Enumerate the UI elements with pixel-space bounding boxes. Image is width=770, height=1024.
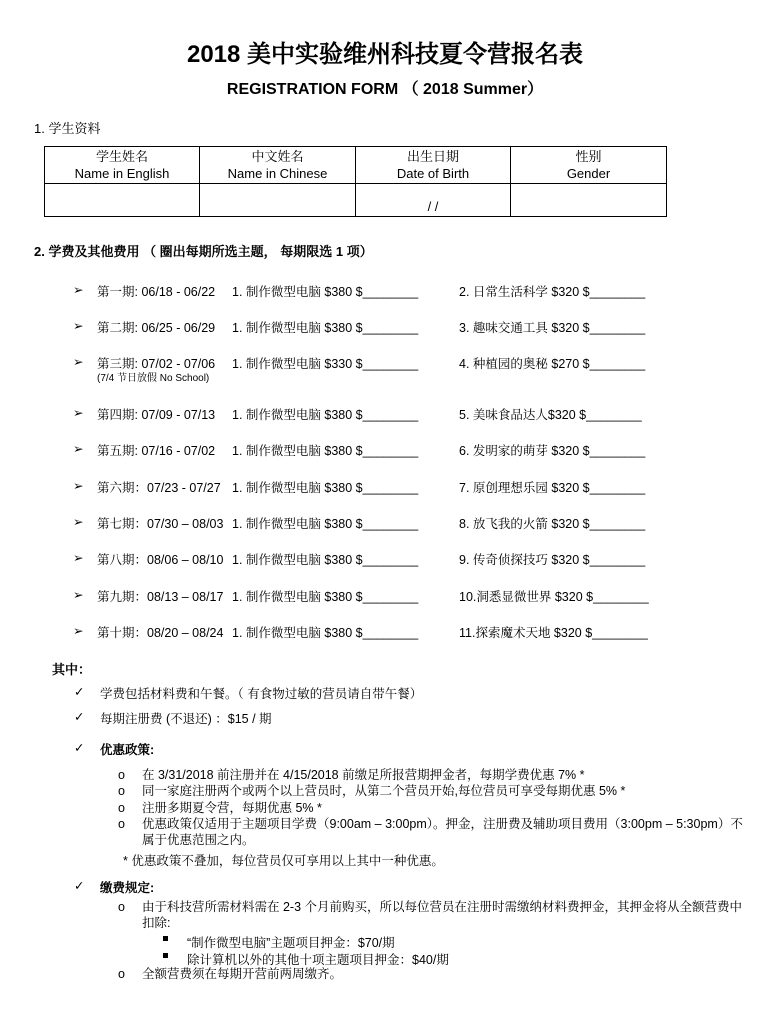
week-option-computer[interactable]: 1. 制作微型电脑 $380 $________ <box>232 408 419 422</box>
week-option-theme[interactable]: 2. 日常生活科学 $320 $________ <box>459 285 646 299</box>
week-option-theme[interactable]: 4. 种植园的奥秘 $270 $________ <box>459 357 646 371</box>
week-option-theme[interactable]: 3. 趣味交通工具 $320 $________ <box>459 321 646 335</box>
week-option-theme[interactable]: 9. 传奇侦探技巧 $320 $________ <box>459 553 646 567</box>
week-row-3 <box>0 354 770 390</box>
week-label: 第十期：08/20 – 08/24 <box>97 626 224 640</box>
week-option-computer[interactable]: 1. 制作微型电脑 $380 $________ <box>232 481 419 495</box>
week-label: 第二期: 06/25 - 06/29 <box>97 321 216 335</box>
discount-text: 注册多期夏令营，每期优惠 5% * <box>142 801 322 815</box>
column-header-chinese-name: 中文姓名 Name in Chinese <box>200 147 356 184</box>
payment-text: 全额营费须在每期开营前两周缴齐。 <box>142 967 343 981</box>
arrow-bullet-icon: ➢ <box>73 624 84 638</box>
notes-heading: 其中： <box>52 662 92 677</box>
circle-bullet-icon: o <box>118 967 125 981</box>
column-header-gender: 性别 Gender <box>511 147 667 184</box>
deposit-text: “制作微型电脑”主题项目押金：$70/期 <box>187 936 395 950</box>
circle-bullet-icon: o <box>118 768 125 782</box>
column-header-date-of-birth: 出生日期 Date of Birth <box>356 147 511 184</box>
week-option-computer[interactable]: 1. 制作微型电脑 $380 $________ <box>232 285 419 299</box>
arrow-bullet-icon: ➢ <box>73 479 84 493</box>
arrow-bullet-icon: ➢ <box>73 406 84 420</box>
week-option-computer[interactable]: 1. 制作微型电脑 $380 $________ <box>232 321 419 335</box>
week-row-9 <box>0 587 770 623</box>
holiday-note: (7/4 节日放假 No School) <box>97 373 210 384</box>
week-option-theme[interactable]: 10.洞悉显微世界 $320 $________ <box>459 590 649 604</box>
discount-text: 同一家庭注册两个或两个以上营员时，从第二个营员开始,每位营员可享受每期优惠 5% * <box>142 784 626 798</box>
week-label: 第五期: 07/16 - 07/02 <box>97 444 216 458</box>
week-option-computer[interactable]: 1. 制作微型电脑 $380 $________ <box>232 517 419 531</box>
week-row-2 <box>0 318 770 354</box>
deposit-text: 除计算机以外的其他十项主题项目押金：$40/期 <box>187 953 449 967</box>
discount-footnote: * 优惠政策不叠加，每位营员仅可享用以上其中一种优惠。 <box>123 854 444 868</box>
discount-heading: 优惠政策: <box>100 743 155 757</box>
week-option-computer[interactable]: 1. 制作微型电脑 $380 $________ <box>232 626 419 640</box>
chinese-name-field[interactable] <box>200 184 356 217</box>
student-info-table <box>44 146 667 217</box>
column-header-english-name: 学生姓名 Name in English <box>45 147 200 184</box>
section-student-info-heading: 1. 学生资料 <box>34 121 101 136</box>
form-subtitle: REGISTRATION FORM （ 2018 Summer） <box>226 81 544 98</box>
week-option-theme[interactable]: 7. 原创理想乐园 $320 $________ <box>459 481 646 495</box>
week-label: 第四期: 07/09 - 07/13 <box>97 408 216 422</box>
week-option-computer[interactable]: 1. 制作微型电脑 $380 $________ <box>232 444 419 458</box>
arrow-bullet-icon: ➢ <box>73 319 84 333</box>
square-bullet-icon <box>163 953 168 958</box>
checkmark-icon: ✓ <box>74 741 85 755</box>
gender-field[interactable] <box>511 184 667 217</box>
checkmark-icon: ✓ <box>74 879 85 893</box>
checkmark-icon: ✓ <box>74 710 85 724</box>
week-row-4 <box>0 405 770 441</box>
student-table-entry-row <box>45 184 667 217</box>
circle-bullet-icon: o <box>118 900 125 914</box>
week-option-theme[interactable]: 8. 放飞我的火箭 $320 $________ <box>459 517 646 531</box>
week-label: 第一期: 06/18 - 06/22 <box>97 285 216 299</box>
arrow-bullet-icon: ➢ <box>73 515 84 529</box>
week-option-computer[interactable]: 1. 制作微型电脑 $380 $________ <box>232 590 419 604</box>
arrow-bullet-icon: ➢ <box>73 442 84 456</box>
checkmark-icon: ✓ <box>74 685 85 699</box>
circle-bullet-icon: o <box>118 801 125 815</box>
week-row-6 <box>0 478 770 514</box>
discount-text: 优惠政策仅适用于主题项目学费（9:00am – 3:00pm）。押金，注册费及辅助项目费用（3:00pm – 5:30pm）不属于优惠范围之内。 <box>142 817 743 847</box>
week-row-7 <box>0 514 770 550</box>
square-bullet-icon <box>163 936 168 941</box>
english-name-field[interactable] <box>45 184 200 217</box>
week-option-theme[interactable]: 11.探索魔术天地 $320 $________ <box>459 626 648 640</box>
week-row-10 <box>0 623 770 659</box>
section-fees-heading: 2. 学费及其他费用 （ 圈出每期所选主题， 每期限选 1 项） <box>34 244 373 259</box>
week-option-theme[interactable]: 6. 发明家的萌芽 $320 $________ <box>459 444 646 458</box>
arrow-bullet-icon: ➢ <box>73 355 84 369</box>
week-row-5 <box>0 441 770 477</box>
week-option-theme[interactable]: 5. 美味食品达人$320 $________ <box>459 408 642 422</box>
week-option-computer[interactable]: 1. 制作微型电脑 $380 $________ <box>232 553 419 567</box>
arrow-bullet-icon: ➢ <box>73 283 84 297</box>
week-label: 第三期: 07/02 - 07/06 <box>97 357 216 371</box>
form-title: 2018 美中实验维州科技夏令营报名表 <box>186 41 584 68</box>
week-row-1 <box>0 282 770 318</box>
circle-bullet-icon: o <box>118 784 125 798</box>
date-of-birth-field[interactable]: / / <box>356 184 511 217</box>
payment-heading: 缴费规定: <box>100 881 155 895</box>
circle-bullet-icon: o <box>118 817 125 831</box>
arrow-bullet-icon: ➢ <box>73 588 84 602</box>
discount-text: 在 3/31/2018 前注册并在 4/15/2018 前缴足所报营期押金者，每期学费优惠 7% * <box>142 768 585 782</box>
week-option-computer[interactable]: 1. 制作微型电脑 $330 $________ <box>232 357 419 371</box>
week-label: 第九期：08/13 – 08/17 <box>97 590 224 604</box>
week-row-8 <box>0 550 770 586</box>
arrow-bullet-icon: ➢ <box>73 551 84 565</box>
week-label: 第六期：07/23 - 07/27 <box>97 481 221 495</box>
payment-text: 由于科技营所需材料需在 2-3 个月前购买，所以每位营员在注册时需缴纳材料费押金，其押金将从全额营费中扣除: <box>142 900 743 930</box>
week-label: 第七期：07/30 – 08/03 <box>97 517 224 531</box>
note-text: 每期注册费 (不退还) ：$15 / 期 <box>100 712 272 726</box>
week-label: 第八期：08/06 – 08/10 <box>97 553 224 567</box>
note-text: 学费包括材料费和午餐。（ 有食物过敏的营员请自带午餐） <box>100 687 423 701</box>
student-table-header-row <box>45 147 667 184</box>
